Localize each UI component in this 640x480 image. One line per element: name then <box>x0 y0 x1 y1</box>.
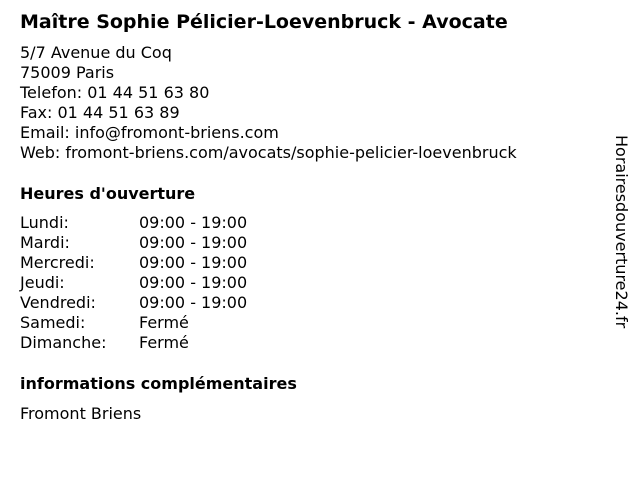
day-hours: Fermé <box>139 313 189 332</box>
email-address: Email: info@fromont-briens.com <box>20 123 279 142</box>
address-block <box>20 43 517 163</box>
day-label: Mercredi: <box>20 253 95 272</box>
opening-hours-heading: Heures d'ouverture <box>20 184 196 203</box>
day-hours: 09:00 - 19:00 <box>139 273 248 292</box>
day-hours: 09:00 - 19:00 <box>139 213 248 232</box>
city: 75009 Paris <box>20 63 115 82</box>
day-label: Dimanche: <box>20 333 107 352</box>
phone-number: Telefon: 01 44 51 63 80 <box>20 83 210 102</box>
day-hours: 09:00 - 19:00 <box>139 293 248 312</box>
additional-info-text: Fromont Briens <box>20 404 142 423</box>
day-label: Lundi: <box>20 213 69 232</box>
day-label: Mardi: <box>20 233 70 252</box>
day-hours: 09:00 - 19:00 <box>139 253 248 272</box>
day-label: Jeudi: <box>20 273 65 292</box>
site-watermark: Horairesdouverture24.fr <box>612 135 631 329</box>
additional-info-heading: informations complémentaires <box>20 374 297 393</box>
street-address: 5/7 Avenue du Coq <box>20 43 172 62</box>
day-label: Samedi: <box>20 313 86 332</box>
day-hours: Fermé <box>139 333 189 352</box>
website: Web: fromont-briens.com/avocats/sophie-pelicier-loevenbruck <box>20 143 517 162</box>
page-title: Maître Sophie Pélicier-Loevenbruck - Avocate <box>20 11 508 33</box>
day-label: Vendredi: <box>20 293 96 312</box>
fax-number: Fax: 01 44 51 63 89 <box>20 103 180 122</box>
day-hours: 09:00 - 19:00 <box>139 233 248 252</box>
